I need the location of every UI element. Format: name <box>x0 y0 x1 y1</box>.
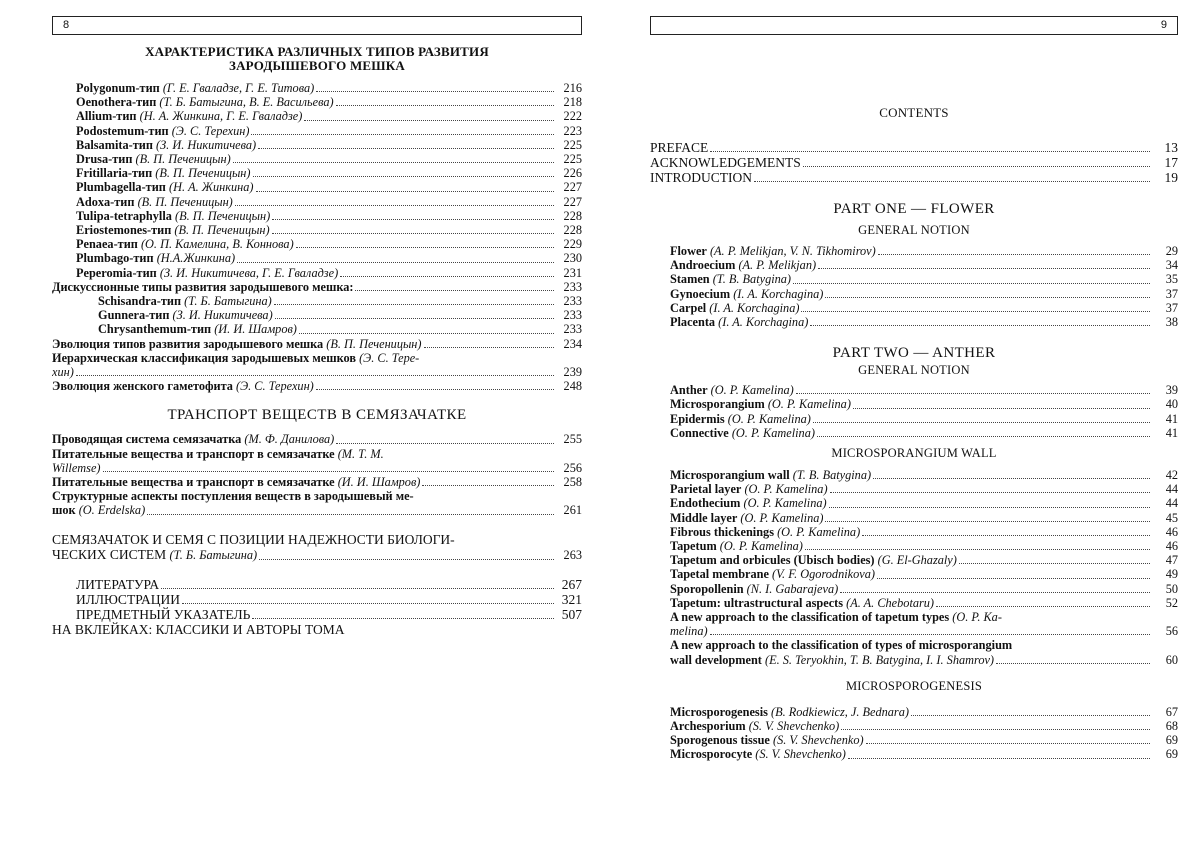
toc-entry[interactable]: Tapetal membrane (V. F. Ogorodnikova) 49 <box>670 567 1178 582</box>
toc-entry[interactable]: Archesporium (S. V. Shevchenko) 68 <box>670 719 1178 734</box>
toc-entry[interactable]: Middle layer (O. P. Kamelina) 45 <box>670 510 1178 525</box>
left-page-number: 8 <box>63 19 70 31</box>
right-page-header <box>650 16 1178 35</box>
front-matter-list <box>650 140 1178 185</box>
toc-entry[interactable]: Penaea-тип (О. П. Камелина, В. Коннова) 229 <box>76 237 582 252</box>
section1-title: ХАРАКТЕРИСТИКА РАЗЛИЧНЫХ ТИПОВ РАЗВИТИЯ ЗАРОДЫШЕВОГО МЕШКА <box>145 44 489 73</box>
toc-entry[interactable]: Placenta (I. A. Korchagina) 38 <box>670 315 1178 330</box>
part1-title: PART ONE — FLOWER <box>833 201 995 217</box>
toc-entry[interactable]: Adoxa-тип (В. П. Печеницын) 227 <box>76 194 582 209</box>
toc-entry[interactable]: Tapetum and orbicules (Ubisch bodies) (G. El-Ghazaly) 47 <box>670 553 1178 568</box>
toc-entry[interactable]: Androecium (A. P. Melikjan) 34 <box>670 258 1178 273</box>
toc-entry[interactable]: Epidermis (O. P. Kamelina) 41 <box>670 411 1178 426</box>
general-notion-2: GENERAL NOTION <box>858 363 970 378</box>
toc-entry-section3[interactable]: СЕМЯЗАЧАТОК И СЕМЯ С ПОЗИЦИИ НАДЕЖНОСТИ БИОЛОГИ- ЧЕСКИХ СИСТЕМ (Т. Б. Батыгина) 263 <box>52 531 582 562</box>
toc-entry-discussion[interactable]: Дискуссионные типы развития зародышевого мешка: 233 <box>52 279 582 294</box>
toc-entry-new-approach-1[interactable]: A new approach to the classification of tapetum types (O. P. Ka- melina) 56 <box>670 610 1178 639</box>
toc-entry[interactable]: ИЛЛЮСТРАЦИИ 321 <box>76 591 582 607</box>
toc-entry[interactable]: Connective (O. P. Kamelina) 41 <box>670 425 1178 440</box>
toc-entry[interactable]: Tulipa-tetraphylla (В. П. Печеницын) 228 <box>76 208 582 223</box>
discussion-list <box>52 294 582 337</box>
toc-entry[interactable]: Gunnera-тип (З. И. Никитичева) 233 <box>98 308 582 323</box>
toc-entry[interactable]: Endothecium (O. P. Kamelina) 44 <box>670 496 1178 511</box>
section1-list <box>52 81 582 280</box>
wall-title: MICROSPORANGIUM WALL <box>831 446 997 461</box>
toc-entry[interactable]: Anther (O. P. Kamelina) 39 <box>670 383 1178 398</box>
left-toc <box>52 45 582 637</box>
toc-entry-s2-2[interactable]: Питательные вещества и транспорт в семязачатке (М. Т. М. Willemse) 256 <box>52 446 582 475</box>
back-matter-list <box>52 577 582 622</box>
toc-entry[interactable]: Microsporogenesis (B. Rodkiewicz, J. Bednara) 67 <box>670 704 1178 719</box>
toc-entry[interactable]: PREFACE 13 <box>650 140 1178 155</box>
toc-entry-hierarchy[interactable]: Иерархическая классификация зародышевых мешков (Э. С. Тере- хин) 239 <box>52 350 582 380</box>
toc-entry[interactable]: Tapetum: ultrastructural aspects (A. A. Chebotaru) 52 <box>670 595 1178 610</box>
toc-entry[interactable]: Polygonum-тип (Г. Е. Гвaладзе, Г. Е. Титова) 216 <box>76 81 582 95</box>
toc-entry[interactable]: Peperomia-тип (З. И. Никитичева, Г. Е. Гвaладзе) 231 <box>76 265 582 280</box>
toc-entry[interactable]: INTRODUCTION 19 <box>650 170 1178 185</box>
left-page <box>52 0 582 861</box>
toc-entry[interactable]: Gynoecium (I. A. Korchagina) 37 <box>670 286 1178 301</box>
right-page-number: 9 <box>1160 19 1167 31</box>
toc-entry-s2-3[interactable]: Питательные вещества и транспорт в семязачатке (И. И. Шамров) 258 <box>52 475 582 490</box>
toc-entry[interactable]: Balsamita-тип (З. И. Никитичева) 225 <box>76 137 582 152</box>
toc-entry-evolution-types[interactable]: Эволюция типов развития зародышевого мешка (В. П. Печеницын) 234 <box>52 336 582 351</box>
toc-entry[interactable]: Microsporangium (O. P. Kamelina) 40 <box>670 397 1178 412</box>
toc-entry[interactable]: Fritillaria-тип (В. П. Печеницын) 226 <box>76 166 582 181</box>
toc-entry[interactable]: Parietal layer (O. P. Kamelina) 44 <box>670 482 1178 497</box>
toc-entry-evolution-gametophyte[interactable]: Эволюция женского гаметофита (Э. С. Терехин) 248 <box>52 379 582 394</box>
toc-entry[interactable]: Schisandra-тип (Т. Б. Батыгина) 233 <box>98 294 582 309</box>
toc-entry[interactable]: Carpel (I. A. Korchagina) 37 <box>670 300 1178 315</box>
right-toc <box>650 106 1178 762</box>
part1-list <box>650 244 1178 329</box>
toc-entry[interactable]: Microsporangium wall (T. B. Batygina) 42 <box>670 468 1178 483</box>
microsporogenesis-title: MICROSPOROGENESIS <box>845 678 983 693</box>
section2-title: ТРАНСПОРТ ВЕЩЕСТВ В СЕМЯЗАЧАТКЕ <box>167 407 467 424</box>
toc-entry[interactable]: Microsporocyte (S. V. Shevchenko) 69 <box>670 747 1178 762</box>
left-page-header <box>52 16 582 35</box>
inserts-line: НА ВКЛЕЙКАХ: КЛАССИКИ И АВТОРЫ ТОМА <box>52 621 345 637</box>
toc-entry[interactable]: Chrysanthemum-тип (И. И. Шамров) 233 <box>98 322 582 337</box>
toc-entry-s2-4[interactable]: Структурные аспекты поступления веществ в зародышевый ме- шок (O. Erdelska) 261 <box>52 489 582 518</box>
toc-entry[interactable]: Sporogenous tissue (S. V. Shevchenko) 69 <box>670 733 1178 748</box>
toc-entry[interactable]: Sporopollenin (N. I. Gabarajeva) 50 <box>670 581 1178 596</box>
part2-list <box>650 383 1178 440</box>
toc-entry[interactable]: ЛИТЕРАТУРА 267 <box>76 576 582 592</box>
toc-entry[interactable]: Stamen (T. B. Batygina) 35 <box>670 272 1178 287</box>
toc-entry-s2-1[interactable]: Проводящая система семязачатка (М. Ф. Данилова) 255 <box>52 432 582 447</box>
toc-entry[interactable]: Allium-тип (Н. А. Жинкина, Г. Е. Гвaладзе) 222 <box>76 109 582 124</box>
toc-entry[interactable]: Tapetum (O. P. Kamelina) 46 <box>670 539 1178 554</box>
toc-entry-new-approach-2[interactable]: A new approach to the classification of types of microsporangium wall development (E. S. Teryokhin, T. B. Batygina, I. I. Shamrov) 60 <box>670 638 1178 667</box>
toc-entry[interactable]: Plumbago-тип (Н.А.Жинкина) 230 <box>76 251 582 266</box>
toc-entry[interactable]: ACKNOWLEDGEMENTS 17 <box>650 155 1178 170</box>
toc-entry[interactable]: Eriostemones-тип (В. П. Печеницын) 228 <box>76 223 582 238</box>
toc-entry[interactable]: Fibrous thickenings (O. P. Kamelina) 46 <box>670 524 1178 539</box>
microsporogenesis-list <box>650 705 1178 762</box>
part2-title: PART TWO — ANTHER <box>832 345 996 362</box>
wall-list <box>650 468 1178 610</box>
toc-entry[interactable]: Drusa-тип (В. П. Печеницын) 225 <box>76 152 582 167</box>
toc-entry[interactable]: Flower (A. P. Melikjan, V. N. Tikhomirov) 29 <box>670 244 1178 258</box>
toc-entry[interactable]: ПРЕДМЕТНЫЙ УКАЗАТЕЛЬ 507 <box>76 606 582 622</box>
general-notion-1: GENERAL NOTION <box>858 223 970 237</box>
contents-title: CONTENTS <box>879 105 949 120</box>
right-page <box>650 0 1178 861</box>
toc-entry[interactable]: Podostemum-тип (Э. С. Терехин) 223 <box>76 123 582 138</box>
toc-entry[interactable]: Plumbagella-тип (Н. А. Жинкина) 227 <box>76 180 582 195</box>
toc-entry[interactable]: Oenothera-тип (Т. Б. Батыгина, В. Е. Васильева) 218 <box>76 95 582 110</box>
